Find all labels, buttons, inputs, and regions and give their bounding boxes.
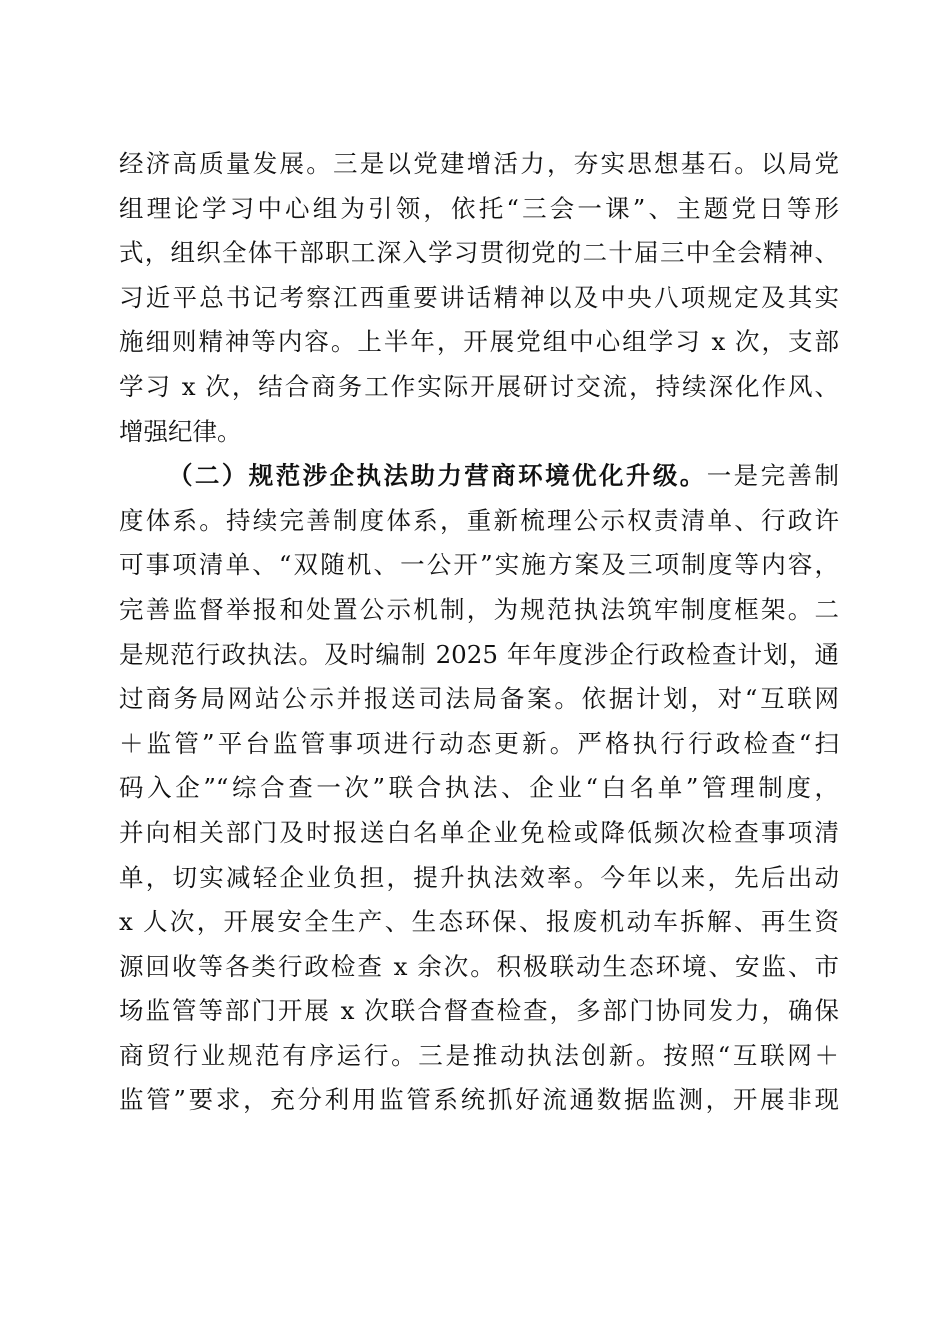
paragraph-line: 场监管等部门开展 x 次联合督查检查，多部门协同发力，确保: [119, 996, 839, 1026]
paragraph-line: 施细则精神等内容。上半年，开展党组中心组学习 x 次，支部: [119, 327, 839, 357]
paragraph-line: 学习 x 次，结合商务工作实际开展研讨交流，持续深化作风、: [119, 371, 839, 401]
paragraph-line: 过商务局网站公示并报送司法局备案。依据计划，对“互联网: [119, 684, 839, 714]
paragraph-line: 组理论学习中心组为引领，依托“三会一课”、主题党日等形: [119, 193, 839, 223]
paragraph-text: 一是完善制: [706, 461, 839, 491]
paragraph-line: 式，组织全体干部职工深入学习贯彻党的二十届三中全会精神、: [119, 238, 839, 268]
paragraph-line: 单，切实减轻企业负担，提升执法效率。今年以来，先后出动: [119, 862, 839, 892]
document-body: [119, 142, 839, 1123]
paragraph-line: 经济高质量发展。三是以党建增活力，夯实思想基石。以局党: [119, 149, 839, 178]
paragraph-line: 商贸行业规范有序运行。三是推动执法创新。按照“互联网＋: [119, 1040, 839, 1070]
paragraph-line: x 人次，开展安全生产、生态环保、报废机动车拆解、再生资: [119, 907, 839, 937]
paragraph-line: 监管”要求，充分利用监管系统抓好流通数据监测，开展非现: [119, 1085, 839, 1115]
paragraph-line: 完善监督举报和处置公示机制，为规范执法筑牢制度框架。二: [119, 594, 839, 624]
paragraph-line: ＋监管”平台监管事项进行动态更新。严格执行行政检查“扫: [119, 728, 839, 758]
paragraph-line: 是规范行政执法。及时编制 2025 年年度涉企行政检查计划，通: [119, 639, 839, 669]
paragraph-line: 增强纪律。: [119, 416, 242, 446]
paragraph-line: 度体系。持续完善制度体系，重新梳理公示权责清单、行政许: [119, 505, 839, 535]
paragraph-line: 源回收等各类行政检查 x 余次。积极联动生态环境、安监、市: [119, 951, 839, 981]
section-heading: （二）规范涉企执法助力营商环境优化升级。: [168, 461, 707, 491]
paragraph-line: 码入企”“综合查一次”联合执法、企业“白名单”管理制度，: [119, 773, 839, 803]
paragraph-line: 可事项清单、“双随机、一公开”实施方案及三项制度等内容，: [119, 550, 839, 580]
paragraph-line: 并向相关部门及时报送白名单企业免检或降低频次检查事项清: [119, 817, 839, 847]
paragraph-first-line: [119, 454, 839, 499]
paragraph-line: 习近平总书记考察江西重要讲话精神以及中央八项规定及其实: [119, 282, 839, 312]
